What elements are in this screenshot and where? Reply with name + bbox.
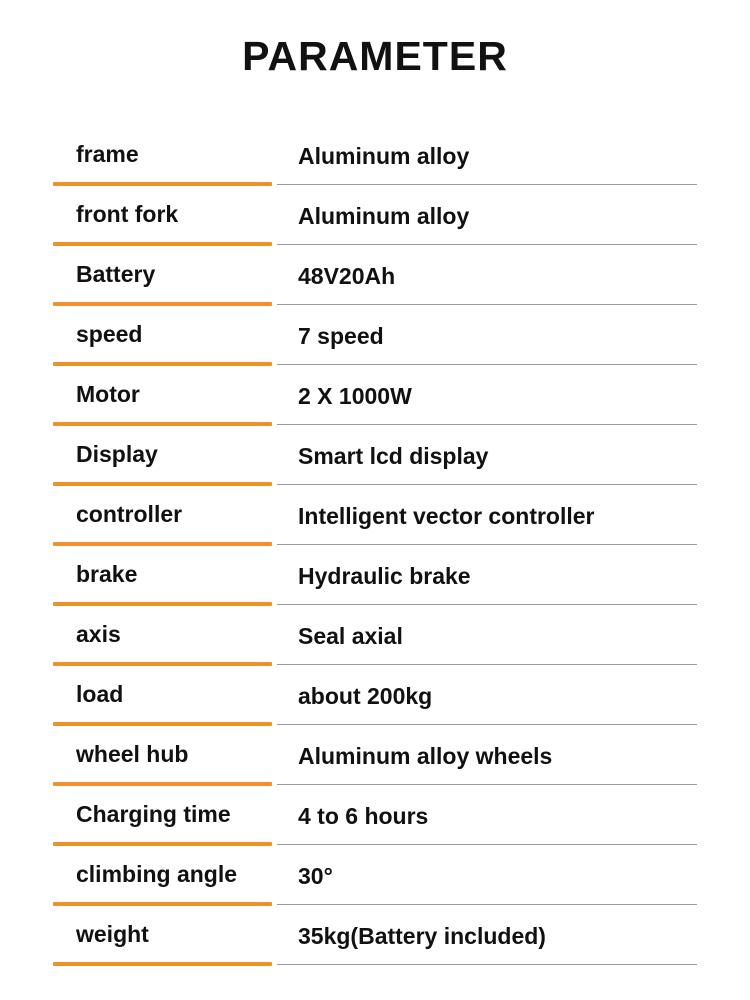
- spec-value: 2 X 1000W: [298, 383, 412, 409]
- orange-divider: [53, 842, 272, 846]
- gray-divider: [277, 844, 697, 845]
- orange-divider: [53, 482, 272, 486]
- spec-label: Motor: [76, 381, 140, 407]
- spec-row-frame: [0, 127, 750, 187]
- spec-value: 35kg(Battery included): [298, 923, 546, 949]
- orange-divider: [53, 302, 272, 306]
- spec-row-battery: [0, 247, 750, 307]
- spec-row-brake: [0, 547, 750, 607]
- spec-value: Aluminum alloy: [298, 203, 470, 229]
- orange-divider: [53, 662, 272, 666]
- spec-label: Charging time: [76, 801, 231, 827]
- spec-value: 48V20Ah: [298, 263, 396, 289]
- orange-divider: [53, 902, 272, 906]
- spec-value: Seal axial: [298, 623, 403, 649]
- spec-label: load: [76, 681, 124, 707]
- orange-divider: [53, 242, 272, 246]
- gray-divider: [277, 604, 697, 605]
- spec-label: brake: [76, 561, 138, 587]
- gray-divider: [277, 784, 697, 785]
- gray-divider: [277, 364, 697, 365]
- gray-divider: [277, 304, 697, 305]
- gray-divider: [277, 244, 697, 245]
- spec-row-weight: [0, 907, 750, 967]
- spec-label: climbing angle: [76, 861, 238, 887]
- spec-row-motor: [0, 367, 750, 427]
- spec-table: [0, 127, 750, 967]
- spec-row-climbing-angle: [0, 847, 750, 907]
- spec-value: Intelligent vector controller: [298, 503, 595, 529]
- spec-value: about 200kg: [298, 683, 433, 709]
- spec-value: 4 to 6 hours: [298, 803, 429, 829]
- gray-divider: [277, 484, 697, 485]
- spec-label: Battery: [76, 261, 156, 287]
- spec-label: weight: [76, 921, 149, 947]
- spec-row-speed: [0, 307, 750, 367]
- gray-divider: [277, 664, 697, 665]
- gray-divider: [277, 544, 697, 545]
- spec-row-load: [0, 667, 750, 727]
- spec-label: front fork: [76, 201, 179, 227]
- orange-divider: [53, 782, 272, 786]
- spec-label: axis: [76, 621, 121, 647]
- spec-label: speed: [76, 321, 143, 347]
- gray-divider: [277, 724, 697, 725]
- spec-row-wheel-hub: [0, 727, 750, 787]
- gray-divider: [277, 904, 697, 905]
- spec-label: frame: [76, 141, 139, 167]
- spec-label: wheel hub: [76, 741, 189, 767]
- spec-row-controller: [0, 487, 750, 547]
- spec-row-charging-time: [0, 787, 750, 847]
- spec-label: controller: [76, 501, 183, 527]
- spec-row-display: [0, 427, 750, 487]
- spec-value: 30°: [298, 863, 333, 889]
- spec-value: Hydraulic brake: [298, 563, 471, 589]
- orange-divider: [53, 602, 272, 606]
- spec-row-axis: [0, 607, 750, 667]
- orange-divider: [53, 362, 272, 366]
- spec-label: Display: [76, 441, 158, 467]
- page-title: PARAMETER: [242, 33, 508, 79]
- orange-divider: [53, 962, 272, 966]
- gray-divider: [277, 964, 697, 965]
- orange-divider: [53, 722, 272, 726]
- orange-divider: [53, 182, 272, 186]
- gray-divider: [277, 184, 697, 185]
- orange-divider: [53, 542, 272, 546]
- spec-value: Aluminum alloy wheels: [298, 743, 553, 769]
- gray-divider: [277, 424, 697, 425]
- spec-value: Aluminum alloy: [298, 143, 470, 169]
- orange-divider: [53, 422, 272, 426]
- spec-value: Smart lcd display: [298, 443, 489, 469]
- spec-row-front-fork: [0, 187, 750, 247]
- spec-value: 7 speed: [298, 323, 384, 349]
